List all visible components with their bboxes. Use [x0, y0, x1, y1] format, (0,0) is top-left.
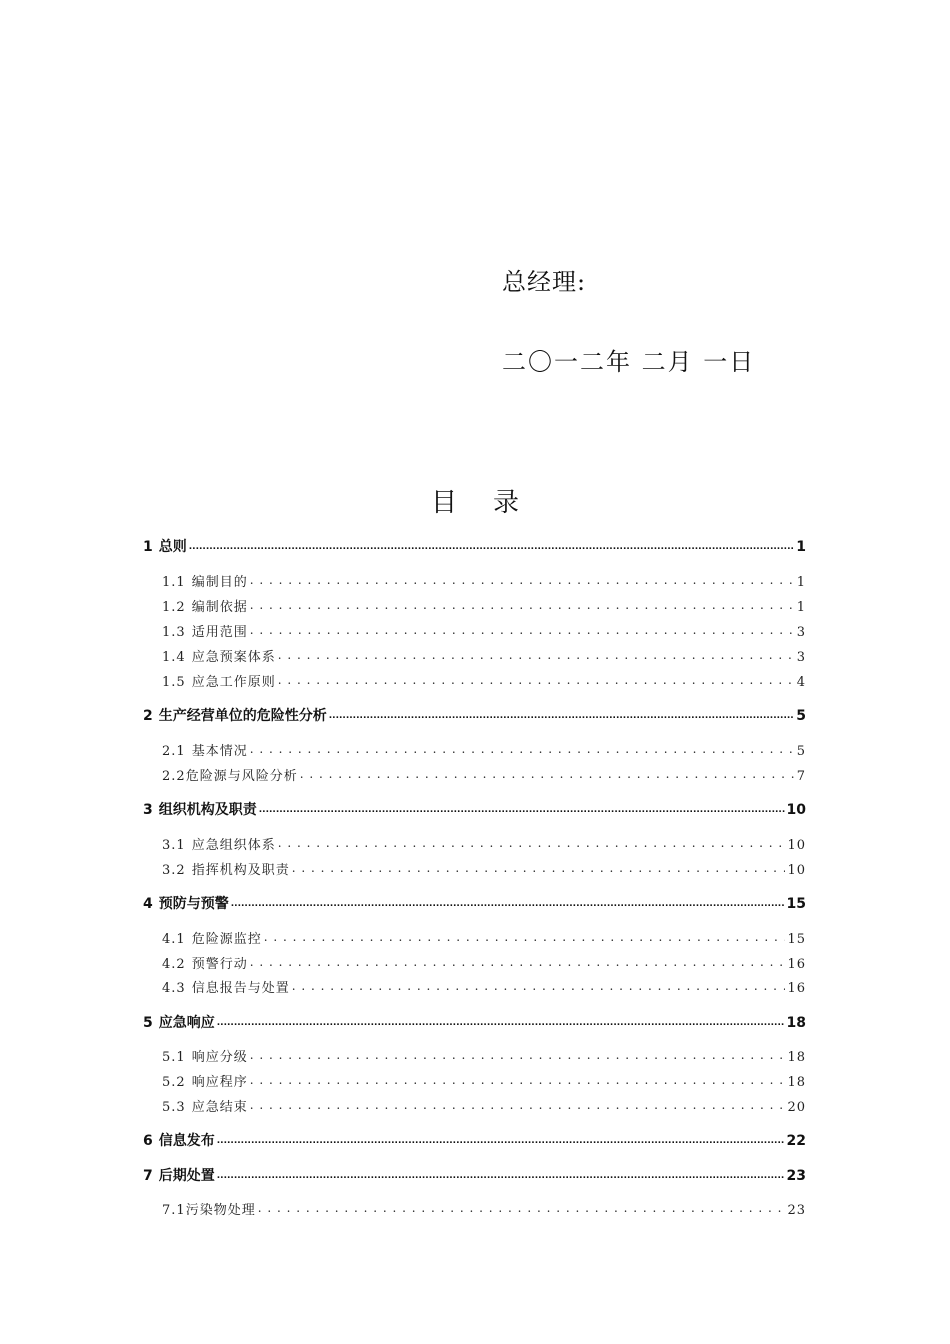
toc-entry-page: 15	[787, 932, 806, 947]
toc-leader	[250, 1073, 786, 1088]
toc-entry-page: 7	[796, 769, 806, 784]
toc-entry-number: 2.1	[162, 744, 186, 759]
toc-entry-label: 信息报告与处置	[191, 981, 290, 996]
toc-entry[interactable]	[143, 1012, 806, 1032]
toc-leader	[189, 537, 795, 553]
toc-entry[interactable]	[162, 859, 806, 878]
toc-entry-label: 危险源与风险分析	[185, 769, 298, 784]
toc-entry-label: 组织机构及职责	[158, 802, 257, 818]
toc-leader	[278, 648, 795, 663]
toc-entry-label: 编制目的	[191, 575, 248, 590]
toc-entry-number: 1.5	[162, 675, 186, 690]
toc-entry[interactable]	[162, 571, 806, 590]
toc-entry-label: 指挥机构及职责	[191, 863, 290, 878]
toc-entry[interactable]	[143, 1130, 806, 1150]
toc-entry-page: 1	[796, 575, 806, 590]
toc-entry-page: 18	[787, 1075, 806, 1090]
toc-entry-page: 18	[786, 1015, 806, 1031]
toc-entry-label: 应急结束	[191, 1100, 248, 1115]
toc-entry-label: 应急预案体系	[191, 650, 276, 665]
toc-entry-page: 10	[787, 838, 806, 853]
toc-leader	[217, 1166, 785, 1182]
toc-entry-number: 1.3	[162, 625, 186, 640]
toc-entry[interactable]	[143, 705, 806, 725]
toc-leader	[250, 573, 795, 588]
toc-entry-page: 22	[786, 1133, 806, 1149]
toc-leader	[250, 1048, 786, 1063]
toc-leader	[300, 767, 795, 782]
toc-leader	[250, 742, 795, 757]
toc-entry-page: 23	[787, 1203, 806, 1218]
toc-entry[interactable]	[162, 740, 806, 759]
toc-entry-page: 3	[796, 650, 806, 665]
toc-leader	[250, 955, 786, 970]
toc-entry-label: 应急工作原则	[191, 675, 276, 690]
toc-entry[interactable]	[162, 928, 806, 947]
toc-entry-number: 4	[143, 896, 153, 912]
toc-leader	[231, 894, 785, 910]
toc-entry[interactable]	[162, 671, 806, 690]
toc-leader	[259, 800, 785, 816]
toc-entry-label: 信息发布	[158, 1133, 215, 1149]
toc-entry-number: 4.3	[162, 981, 186, 996]
toc-leader	[264, 930, 786, 945]
toc-entry-label: 预防与预警	[158, 896, 229, 912]
toc-entry-page: 18	[787, 1050, 806, 1065]
toc-entry-label: 应急组织体系	[191, 838, 276, 853]
toc-entry-page: 16	[787, 957, 806, 972]
toc-entry[interactable]	[162, 596, 806, 615]
toc-entry[interactable]	[162, 1096, 806, 1115]
toc-entry-page: 1	[796, 600, 806, 615]
toc-entry[interactable]	[143, 893, 806, 913]
toc-entry-page: 10	[786, 802, 806, 818]
toc-entry-number: 1.1	[162, 575, 186, 590]
toc-entry[interactable]	[162, 621, 806, 640]
toc-entry-page: 10	[787, 863, 806, 878]
toc-entry-label: 应急响应	[158, 1015, 215, 1031]
toc-entry-label: 适用范围	[191, 625, 248, 640]
toc-entry-label: 生产经营单位的危险性分析	[158, 708, 327, 724]
toc-entry-label: 响应分级	[191, 1050, 248, 1065]
manager-signature-label: 总经理:	[502, 268, 587, 296]
toc-entry[interactable]	[162, 765, 806, 784]
toc-entry-page: 20	[787, 1100, 806, 1115]
toc-entry-page: 4	[796, 675, 806, 690]
toc-entry-page: 1	[796, 539, 806, 555]
toc-entry[interactable]	[143, 536, 806, 556]
toc-entry-page: 3	[796, 625, 806, 640]
toc-leader	[217, 1013, 785, 1029]
toc-leader	[292, 861, 786, 876]
toc-entry-page: 23	[786, 1168, 806, 1184]
toc-entry-number: 3.2	[162, 863, 186, 878]
toc-entry-page: 15	[786, 896, 806, 912]
toc-leader	[250, 623, 795, 638]
toc-entry[interactable]	[162, 953, 806, 972]
toc-leader	[258, 1201, 786, 1216]
toc-entry[interactable]	[162, 646, 806, 665]
toc-entry[interactable]	[162, 1199, 806, 1218]
toc-entry-number: 7	[143, 1168, 153, 1184]
toc-entry[interactable]	[162, 1046, 806, 1065]
toc-entry-number: 4.2	[162, 957, 186, 972]
toc-leader	[278, 836, 786, 851]
toc-entry-number: 1	[143, 539, 153, 555]
toc-entry-number: 1.2	[162, 600, 186, 615]
toc-entry[interactable]	[143, 799, 806, 819]
toc-entry[interactable]	[162, 977, 806, 996]
toc-leader	[329, 706, 795, 722]
toc-entry[interactable]	[143, 1165, 806, 1185]
toc-leader	[278, 673, 795, 688]
toc-entry-page: 5	[796, 744, 806, 759]
toc-entry-number: 5.2	[162, 1075, 186, 1090]
toc-entry-label: 基本情况	[191, 744, 248, 759]
toc-entry-number: 7.1	[162, 1203, 186, 1218]
toc-entry-number: 2.2	[162, 769, 186, 784]
toc-entry-page: 5	[796, 708, 806, 724]
toc-entry-number: 3.1	[162, 838, 186, 853]
toc-entry-label: 响应程序	[191, 1075, 248, 1090]
toc-entry-label: 危险源监控	[191, 932, 262, 947]
toc-entry-number: 5.3	[162, 1100, 186, 1115]
toc-entry-number: 4.1	[162, 932, 186, 947]
toc-entry-number: 1.4	[162, 650, 186, 665]
toc-entry-label: 编制依据	[191, 600, 248, 615]
toc-entry-number: 6	[143, 1133, 153, 1149]
toc-entry-number: 3	[143, 802, 153, 818]
toc-entry-number: 2	[143, 708, 153, 724]
toc-leader	[250, 1098, 786, 1113]
signature-date: 二〇一二年 二月 一日	[502, 348, 756, 376]
toc-title: 目录	[430, 488, 555, 518]
toc-leader	[250, 598, 795, 613]
toc-entry-label: 后期处置	[158, 1168, 215, 1184]
toc-entry-number: 5	[143, 1015, 153, 1031]
toc-entry-label: 污染物处理	[185, 1203, 256, 1218]
toc-leader	[217, 1131, 785, 1147]
toc-entry-label: 预警行动	[191, 957, 248, 972]
toc-entry[interactable]	[162, 1071, 806, 1090]
toc-leader	[292, 979, 786, 994]
toc-entry-number: 5.1	[162, 1050, 186, 1065]
toc-entry-page: 16	[787, 981, 806, 996]
toc-entry-label: 总则	[158, 539, 187, 555]
toc-entry[interactable]	[162, 834, 806, 853]
